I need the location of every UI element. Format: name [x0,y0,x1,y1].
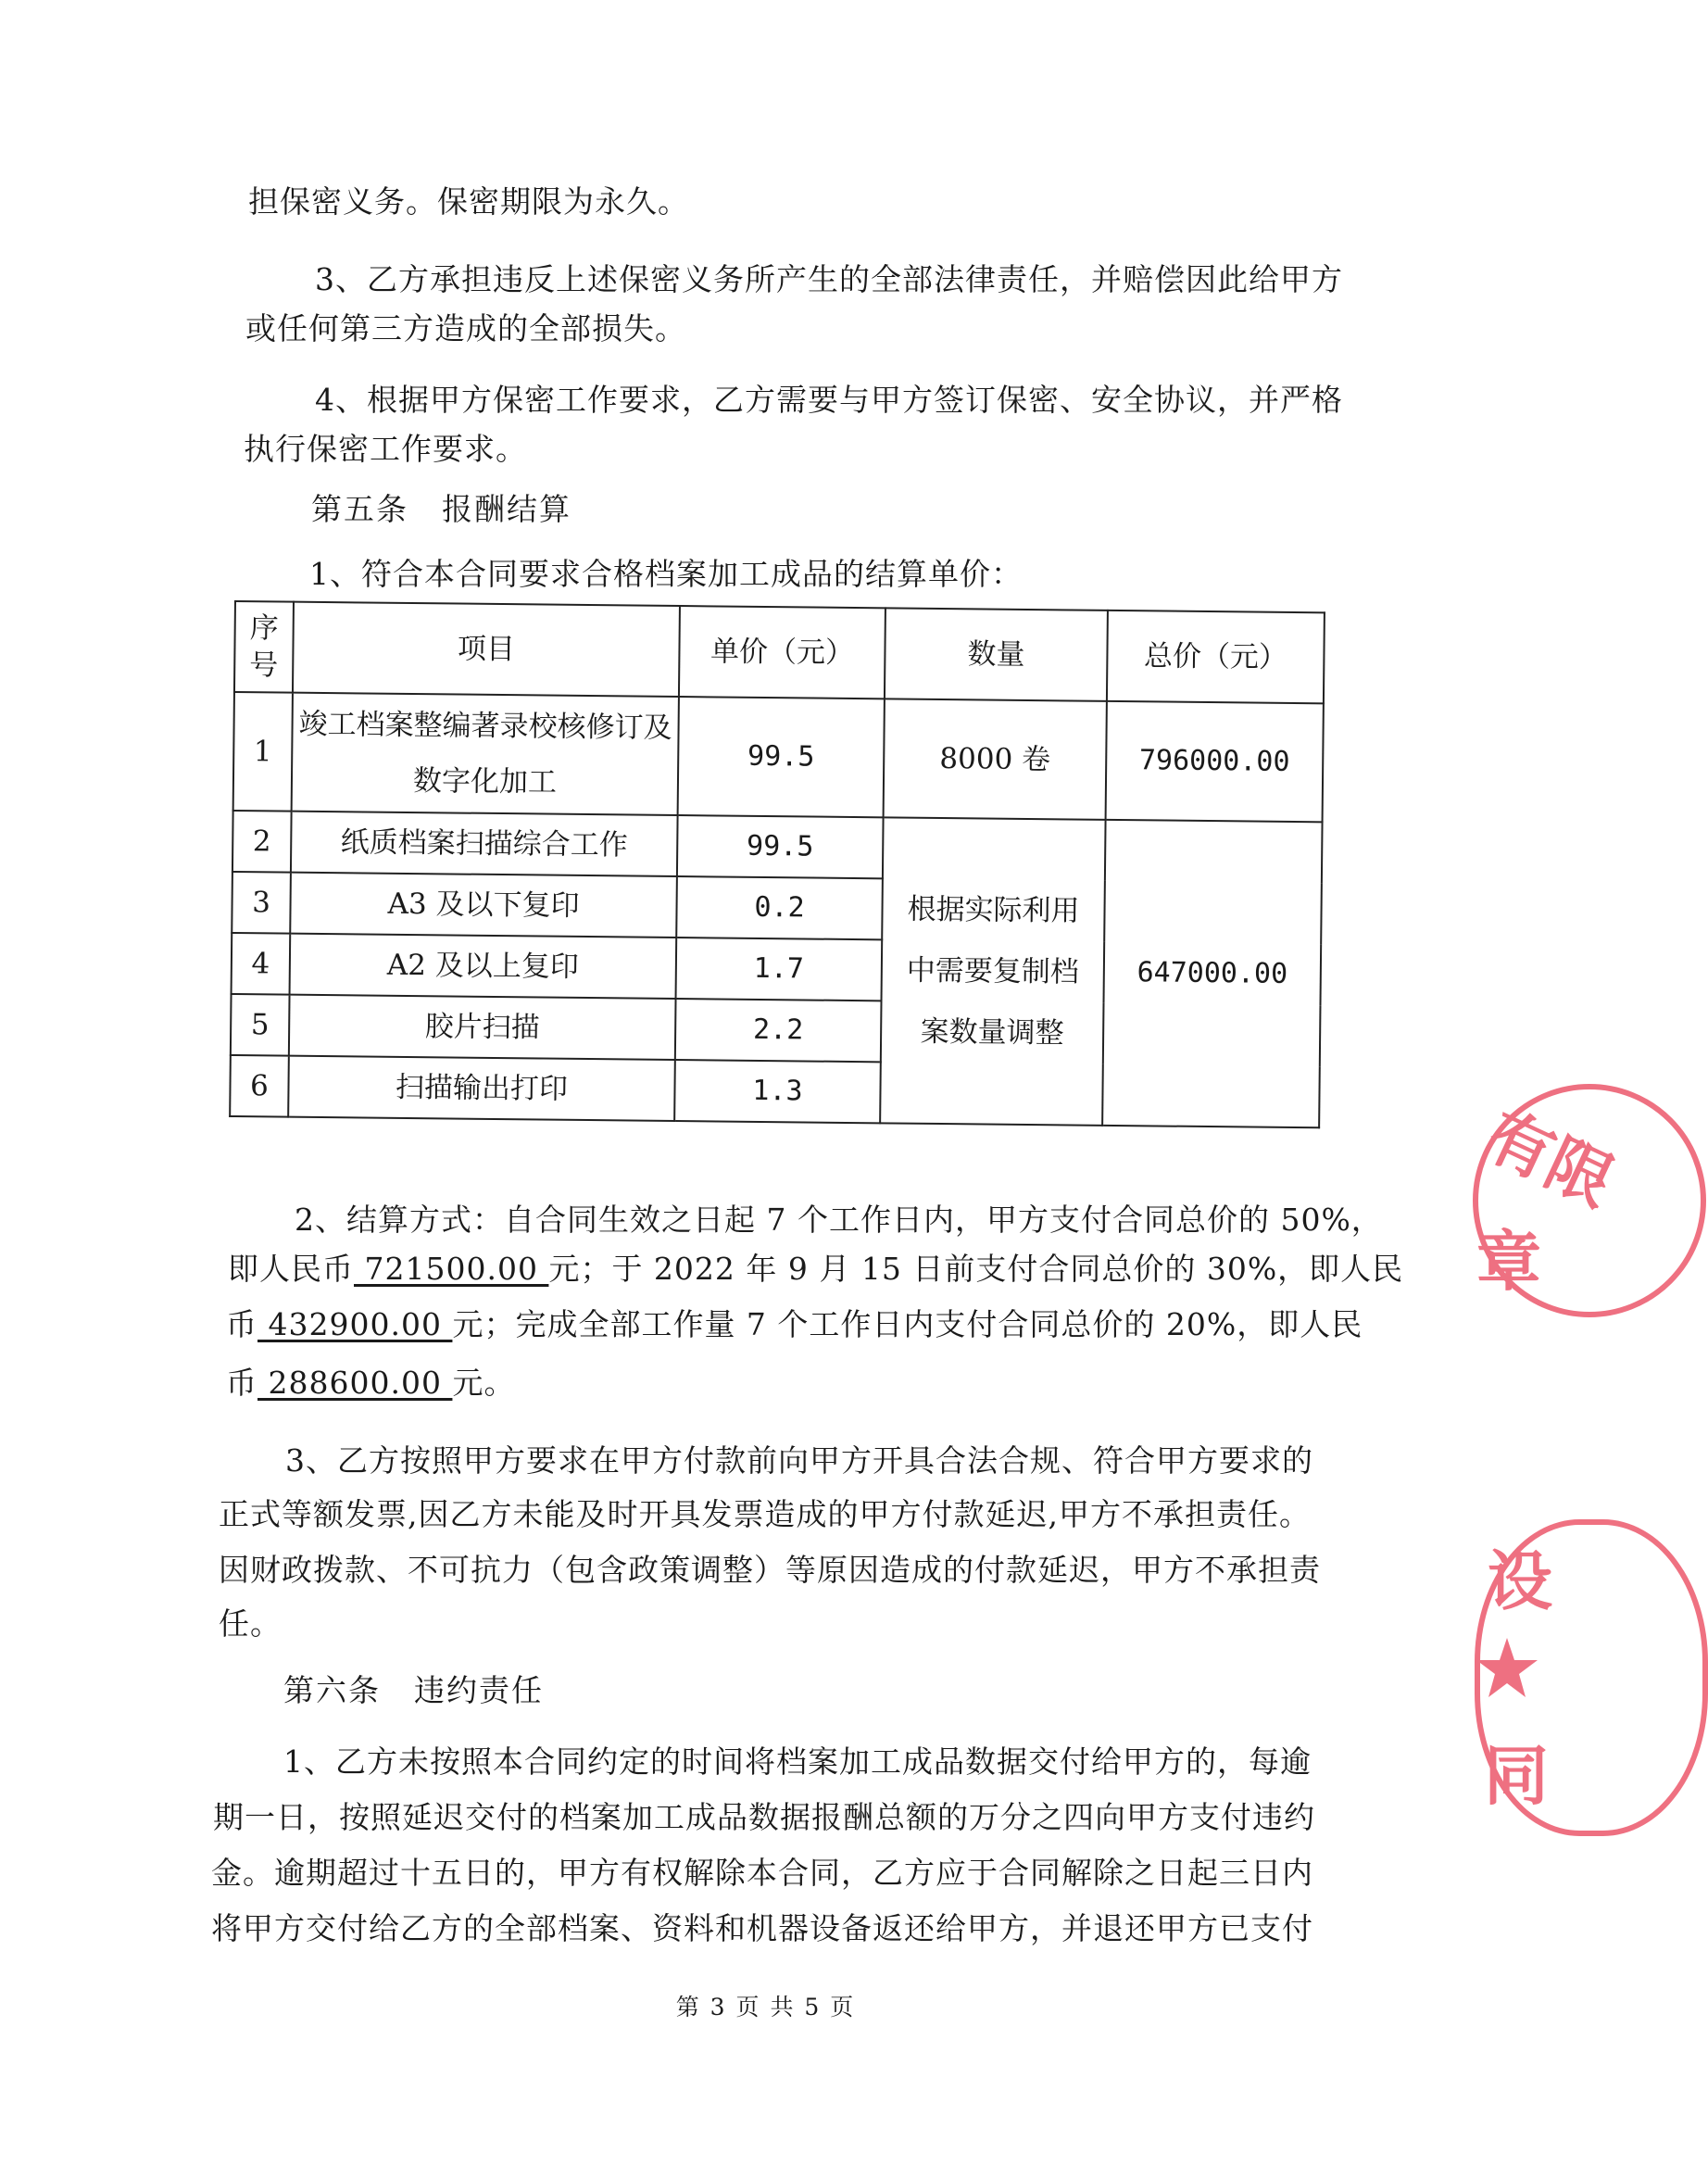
paragraph-line: 执行保密工作要求。 [244,431,527,467]
section-title: 报酬结算 [442,491,571,527]
section-number: 第六条 [283,1672,381,1708]
breach-line: 将甲方交付给乙方的全部档案、资料和机器设备返还给甲方，并退还甲方已支付 [211,1910,1313,1946]
table-header-row [234,601,1325,703]
cell-seq: 2 [232,811,292,873]
table-row [233,692,1324,822]
breach-line: 金。逾期超过十五日的，甲方有权解除本合同，乙方应于合同解除之日起三日内 [211,1855,1313,1891]
cell-seq: 3 [232,872,291,934]
company-seal: 有限 章 [1473,1084,1706,1317]
invoice-line: 因财政拨款、不可抗力（包含政策调整）等原因造成的付款延迟，甲方不承担责 [219,1552,1321,1588]
cell-unit-price: 1.7 [676,938,883,1001]
breach-line: 1、乙方未按照本合同约定的时间将档案加工成品数据交付给甲方的，每逾 [283,1743,1312,1780]
paragraph-line: 3、乙方承担违反上述保密义务所产生的全部法律责任，并赔偿因此给甲方 [315,261,1343,297]
cell-unit-price: 99.5 [677,815,884,878]
section-intro: 1、符合本合同要求合格档案加工成品的结算单价： [309,556,1023,592]
header-seq: 序号 [234,601,294,693]
cell-item: 竣工档案整编著录校核修订及数字化加工 [292,693,679,815]
table-row [232,811,1323,883]
cell-unit-price: 0.2 [676,876,883,939]
cell-seq: 6 [230,1055,289,1117]
invoice-line: 正式等额发票,因乙方未能及时开具发票造成的甲方付款延迟,甲方不承担责任。 [219,1496,1311,1532]
settlement-line: 2、结算方式：自合同生效之日起 7 个工作日内，甲方支付合同总价的 50%， [295,1202,1383,1238]
cell-seq: 5 [231,994,290,1056]
section-heading-5 [311,491,571,528]
page-footer: 第 3 页 共 5 页 [675,1994,856,2020]
section-number: 第五条 [311,491,408,527]
star-icon [1475,1636,1539,1701]
price-table [229,600,1325,1128]
amount-first: 721500.00 [354,1251,549,1287]
paragraph-line: 担保密义务。保密期限为永久。 [248,183,689,220]
cell-quantity: 8000 卷 [884,699,1107,820]
contract-seal: 设 同 [1475,1519,1708,1836]
breach-line: 期一日，按照延迟交付的档案加工成品数据报酬总额的万分之四向甲方支付违约 [213,1799,1315,1835]
paragraph-line: 4、根据甲方保密工作要求，乙方需要与甲方签订保密、安全协议，并严格 [315,382,1343,418]
cell-item: A2 及以上复印 [290,934,677,999]
settlement-line: 币 432900.00 元；完成全部工作量 7 个工作日内支付合同总价的 20%，即人民 [226,1306,1363,1342]
settlement-line: 即人民币 721500.00 元；于 2022 年 9 月 15 日前支付合同总价的 30%，即人民 [228,1251,1404,1287]
section-title: 违约责任 [414,1672,544,1708]
invoice-line: 3、乙方按照甲方要求在甲方付款前向甲方开具合法合规、符合甲方要求的 [285,1442,1313,1479]
cell-merged-quantity: 根据实际利用中需要复制档案数量调整 [880,817,1105,1125]
header-quantity: 数量 [885,608,1108,701]
section-heading-6 [283,1672,544,1709]
header-item: 项目 [293,602,680,697]
invoice-line: 任。 [219,1605,282,1642]
cell-merged-total: 647000.00 [1102,820,1322,1127]
cell-seq: 1 [233,692,293,812]
cell-item: 扫描输出打印 [288,1056,675,1121]
header-unit-price: 单价（元） [679,606,885,699]
cell-item: 胶片扫描 [289,995,676,1060]
cell-item: A3 及以下复印 [290,873,677,938]
cell-total: 796000.00 [1106,701,1324,822]
settlement-line: 币 288600.00 元。 [226,1365,516,1401]
amount-third: 288600.00 [257,1365,453,1401]
cell-seq: 4 [232,933,291,995]
amount-second: 432900.00 [257,1306,453,1342]
cell-unit-price: 99.5 [678,697,885,817]
cell-item: 纸质档案扫描综合工作 [291,812,678,876]
header-total: 总价（元） [1107,610,1325,703]
cell-unit-price: 1.3 [674,1060,881,1123]
cell-unit-price: 2.2 [675,999,882,1062]
paragraph-line: 或任何第三方造成的全部损失。 [245,310,686,346]
